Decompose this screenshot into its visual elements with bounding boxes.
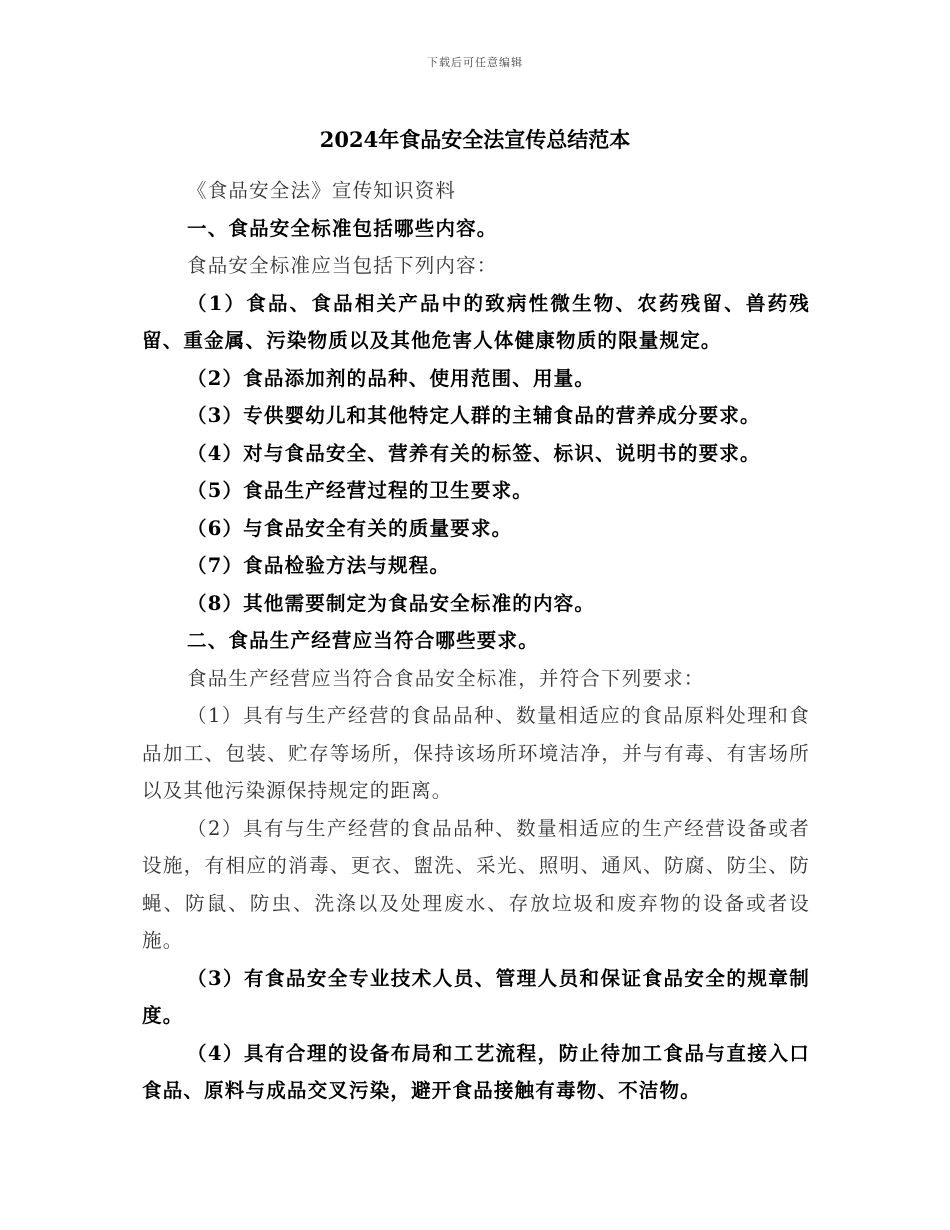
list-item: （4）对与食品安全、营养有关的标签、标识、说明书的要求。 [187,441,761,465]
header-note: 下载后可任意编辑 [427,56,523,69]
list-item: （4）具有合理的设备布局和工艺流程，防止待加工食品与直接入口食品、原料与成品交叉污染，避开食品接触有毒物、不洁物。 [142,1041,810,1102]
paragraph: 食品生产经营应当符合食品安全标准，并符合下列要求： [187,666,705,690]
document-body [142,172,810,1110]
paragraph: 《食品安全法》宣传知识资料 [187,179,457,202]
document-title: 2024年食品安全法宣传总结范本 [319,127,631,152]
list-item: （2）具有与生产经营的食品品种、数量相适应的生产经营设备或者设施，有相应的消毒、更衣、盥洗、采光、照明、通风、防腐、防尘、防蝇、防鼠、防虫、洗涤以及处理废水、存放垃圾和废弃物的设备或者设施。 [142,816,810,952]
paragraph: 食品安全标准应当包括下列内容： [187,254,498,277]
list-item: （6）与食品安全有关的质量要求。 [187,516,513,540]
list-item: （2）食品添加剂的品种、使用范围、用量。 [187,366,596,390]
list-item: （3）专供婴幼儿和其他特定人群的主辅食品的营养成分要求。 [187,404,761,427]
list-item: （3）有食品安全专业技术人员、管理人员和保证食品安全的规章制度。 [142,966,810,1027]
list-item: （1）食品、食品相关产品中的致病性微生物、农药残留、兽药残留、重金属、污染物质以及其他危害人体健康物质的限量规定。 [142,291,810,352]
list-item: （1）具有与生产经营的食品品种、数量相适应的食品原料处理和食品加工、包装、贮存等场所，保持该场所环境洁净，并与有毒、有害场所以及其他污染源保持规定的距离。 [142,704,810,802]
list-item: （8）其他需要制定为食品安全标准的内容。 [187,591,596,615]
section-heading: 一、食品安全标准包括哪些内容。 [187,216,498,240]
list-item: （7）食品检验方法与规程。 [187,554,451,577]
section-heading: 二、食品生产经营应当符合哪些要求。 [187,629,539,652]
list-item: （5）食品生产经营过程的卫生要求。 [187,479,533,502]
